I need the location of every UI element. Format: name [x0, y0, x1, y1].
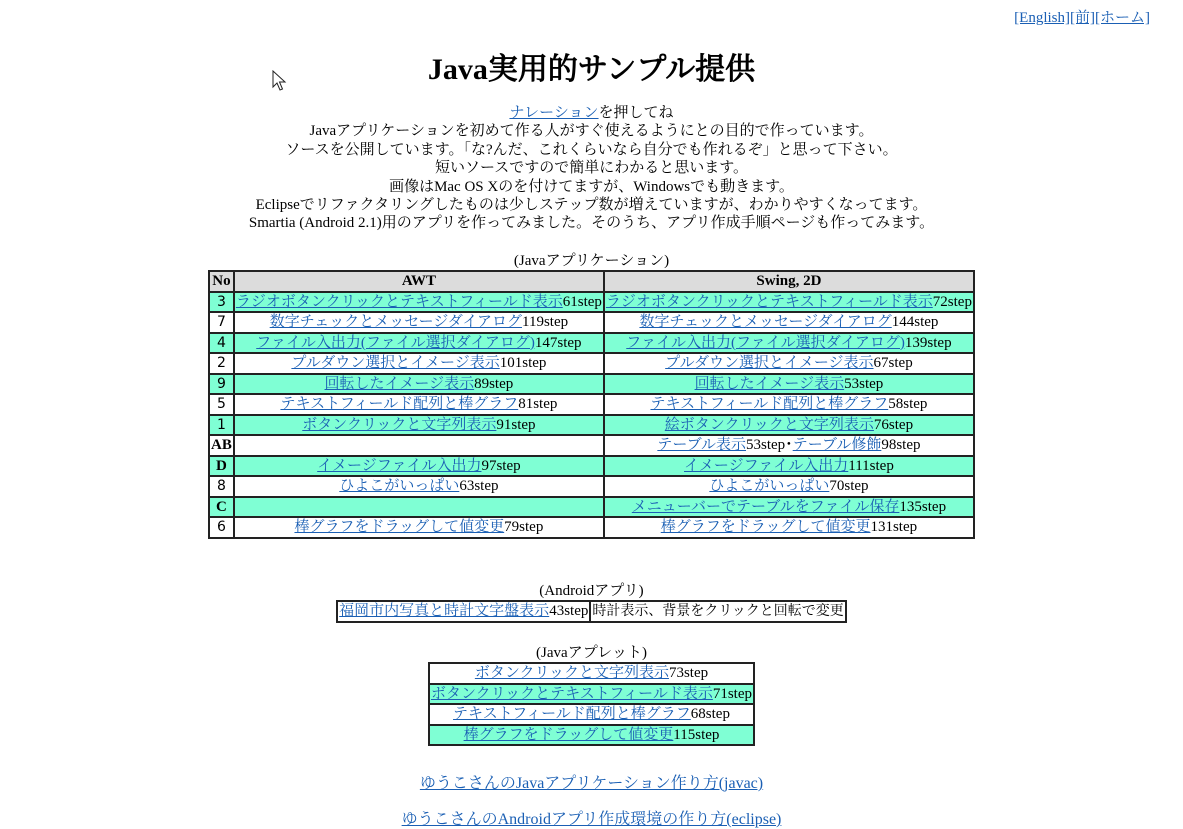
- swing-sample-link[interactable]: メニューバーでテーブルをファイル保存: [631, 498, 900, 515]
- top-navigation: [1014, 6, 1150, 27]
- awt-sample-link[interactable]: ファイル入出力(ファイル選択ダイアログ): [256, 334, 535, 351]
- step-count: 71step: [712, 685, 753, 702]
- separator: ･: [785, 437, 793, 454]
- swing-sample-link[interactable]: テキストフィールド配列と棒グラフ: [650, 396, 889, 413]
- table-row: [209, 476, 974, 497]
- step-count: 147step: [534, 334, 582, 351]
- step-count: 101step: [499, 355, 547, 372]
- swing-cell: [604, 517, 974, 538]
- awt-cell-empty: [234, 435, 604, 456]
- step-count: 81step: [518, 396, 558, 413]
- table-row: [209, 394, 974, 415]
- row-number: 2: [209, 353, 234, 374]
- header-swing: Swing, 2D: [604, 271, 974, 292]
- row-number: 9: [209, 374, 234, 395]
- step-count: 72step: [932, 293, 972, 310]
- swing-cell: [604, 456, 974, 477]
- step-count: 89step: [474, 375, 514, 392]
- swing-sample-link[interactable]: ラジオボタンクリックとテキストフィールド表示: [605, 293, 933, 310]
- step-count: 135step: [899, 498, 947, 515]
- english-link[interactable]: [English]: [1014, 10, 1070, 26]
- step-count: 131step: [870, 519, 918, 536]
- step-count: 63step: [459, 478, 499, 495]
- java-applications-caption: (Javaアプリケーション): [513, 253, 670, 269]
- intro-line: 短いソースですので簡単にわかると思います。: [434, 160, 749, 177]
- swing-sample-link[interactable]: イメージファイル入出力: [684, 457, 849, 474]
- java-applets-section: [0, 644, 1183, 746]
- step-count: 70step: [829, 478, 869, 495]
- intro-line: Smartia (Android 2.1)用のアプリを作ってみました。そのうち、アプリ作成手順ページも作ってみます。: [248, 215, 935, 232]
- applet-link[interactable]: テキストフィールド配列と棒グラフ: [453, 706, 691, 723]
- applet-link[interactable]: ボタンクリックとテキストフィールド表示: [430, 685, 713, 702]
- awt-cell: [234, 292, 604, 313]
- swing-cell: [604, 394, 974, 415]
- previous-link[interactable]: [前]: [1070, 10, 1095, 26]
- swing-sample-link[interactable]: ファイル入出力(ファイル選択ダイアログ): [626, 334, 905, 351]
- header-awt: AWT: [234, 271, 604, 292]
- table-row: [209, 497, 974, 518]
- step-count: 67step: [873, 355, 913, 372]
- awt-cell-empty: [234, 497, 604, 518]
- java-applications-section: [0, 252, 1183, 539]
- table-row: [429, 704, 754, 725]
- awt-sample-link[interactable]: ラジオボタンクリックとテキストフィールド表示: [235, 293, 563, 310]
- swing-cell: [604, 435, 974, 456]
- android-apps-caption: (Androidアプリ): [539, 583, 644, 599]
- narration-line: [0, 104, 1183, 122]
- step-count: 139step: [904, 334, 952, 351]
- step-count: 43step: [549, 603, 589, 620]
- android-app-link[interactable]: 福岡市内写真と時計文字盤表示: [339, 603, 550, 620]
- table-row: [429, 663, 754, 684]
- awt-cell: [234, 456, 604, 477]
- step-count: 115step: [673, 726, 720, 743]
- table-row: [337, 601, 846, 622]
- awt-cell: [234, 415, 604, 436]
- row-number: 1: [209, 415, 234, 436]
- footer-link-row: [0, 806, 1183, 829]
- table-row: [209, 517, 974, 538]
- table-row: [209, 415, 974, 436]
- row-number: 3: [209, 292, 234, 313]
- awt-cell: [234, 394, 604, 415]
- swing-sample-link[interactable]: テーブル表示: [657, 437, 746, 454]
- java-applets-caption: (Javaアプレット): [536, 645, 647, 661]
- applet-cell: [429, 704, 754, 725]
- row-number: 5: [209, 394, 234, 415]
- step-count: 98step: [881, 437, 921, 454]
- table-row: [209, 333, 974, 354]
- java-applications-table: [208, 270, 975, 539]
- swing-cell: [604, 497, 974, 518]
- row-number: 6: [209, 517, 234, 538]
- intro-line: ソースを公開しています。「な?んだ、これくらいなら自分でも作れるぞ」と思って下さい。: [285, 141, 898, 158]
- table-row: [209, 353, 974, 374]
- swing-sample-link[interactable]: プルダウン選択とイメージ表示: [665, 355, 874, 372]
- page-title: Java実用的サンプル提供: [427, 53, 756, 86]
- java-applets-table: [428, 662, 755, 746]
- intro-line: 画像はMac OS Xのを付けてますが、Windowsでも動きます。: [389, 178, 794, 195]
- step-count: 97step: [481, 457, 521, 474]
- step-count: 144step: [891, 314, 939, 331]
- awt-sample-link[interactable]: 棒グラフをドラッグして値変更: [294, 519, 505, 536]
- swing-sample-link[interactable]: ひよこがいっぱい: [709, 478, 830, 495]
- awt-cell: [234, 312, 604, 333]
- android-apps-table: [336, 600, 847, 623]
- android-description-cell: 時計表示、背景をクリックと回転で変更: [590, 601, 845, 622]
- swing-cell: [604, 374, 974, 395]
- swing-cell: [604, 333, 974, 354]
- intro-line: Javaアプリケーションを初めて作る人がすぐ使えるようにとの目的で作っています。: [309, 123, 874, 140]
- table-row: [209, 374, 974, 395]
- awt-cell: [234, 374, 604, 395]
- swing-cell: [604, 312, 974, 333]
- awt-cell: [234, 353, 604, 374]
- row-number: D: [209, 456, 234, 477]
- swing-cell: [604, 476, 974, 497]
- applet-link[interactable]: 棒グラフをドラッグして値変更: [463, 726, 674, 743]
- home-link[interactable]: [ホーム]: [1095, 10, 1150, 26]
- table-row: [209, 456, 974, 477]
- footer-link-row: [0, 770, 1183, 793]
- step-count: 76step: [873, 416, 914, 433]
- applet-cell: [429, 663, 754, 684]
- table-row: [209, 435, 974, 456]
- swing-sample-link[interactable]: 絵ボタンクリックと文字列表示: [664, 416, 874, 433]
- applet-link[interactable]: ボタンクリックと文字列表示: [474, 665, 669, 682]
- step-count: 53step: [844, 375, 884, 392]
- awt-sample-link[interactable]: イメージファイル入出力: [317, 457, 482, 474]
- step-count: 91step: [496, 416, 536, 433]
- swing-cell: [604, 353, 974, 374]
- row-number: 7: [209, 312, 234, 333]
- android-app-cell: [337, 601, 590, 622]
- swing-sample-link[interactable]: 棒グラフをドラッグして値変更: [660, 519, 871, 536]
- row-number: C: [209, 497, 234, 518]
- awt-sample-link[interactable]: ひよこがいっぱい: [339, 478, 460, 495]
- step-count: 61step: [562, 293, 602, 310]
- step-count: 111step: [848, 457, 894, 474]
- table-row: [429, 684, 754, 705]
- step-count: 79step: [504, 519, 544, 536]
- awt-sample-link[interactable]: 数字チェックとメッセージダイアログ: [269, 314, 522, 331]
- row-number: 8: [209, 476, 234, 497]
- table-row: [209, 292, 974, 313]
- intro-text: [0, 104, 1183, 233]
- table-row: [429, 725, 754, 746]
- step-count: 73step: [668, 665, 709, 682]
- narration-link[interactable]: ナレーション: [509, 105, 599, 121]
- awt-sample-link[interactable]: テキストフィールド配列と棒グラフ: [280, 396, 519, 413]
- android-apps-section: [0, 582, 1183, 623]
- header-no: No: [209, 271, 234, 292]
- swing-sample-link[interactable]: 数字チェックとメッセージダイアログ: [639, 314, 892, 331]
- table-header-row: [209, 271, 974, 292]
- swing-sample-link-2[interactable]: テーブル修飾: [792, 437, 882, 454]
- awt-cell: [234, 476, 604, 497]
- step-count: 68step: [690, 706, 730, 723]
- step-count: 58step: [888, 396, 928, 413]
- row-number: 4: [209, 333, 234, 354]
- awt-sample-link[interactable]: 回転したイメージ表示: [324, 375, 475, 392]
- awt-sample-link[interactable]: ボタンクリックと文字列表示: [302, 416, 497, 433]
- javac-guide-link[interactable]: ゆうこさんのJavaアプリケーション作り方(javac): [419, 775, 764, 792]
- intro-line: Eclipseでリファクタリングしたものは少しステップ数が増えていますが、わかりやすくなってます。: [255, 197, 928, 214]
- table-row: [209, 312, 974, 333]
- narration-suffix: を押してね: [598, 105, 674, 121]
- step-count: 119step: [522, 314, 569, 331]
- awt-sample-link[interactable]: プルダウン選択とイメージ表示: [291, 355, 500, 372]
- applet-cell: [429, 725, 754, 746]
- awt-cell: [234, 333, 604, 354]
- eclipse-guide-link[interactable]: ゆうこさんのAndroidアプリ作成環境の作り方(eclipse): [401, 811, 782, 828]
- step-count: 53step: [746, 437, 786, 454]
- swing-cell: [604, 415, 974, 436]
- swing-sample-link[interactable]: 回転したイメージ表示: [694, 375, 845, 392]
- row-number: AB: [209, 435, 234, 456]
- swing-cell: [604, 292, 974, 313]
- applet-cell: [429, 684, 754, 705]
- awt-cell: [234, 517, 604, 538]
